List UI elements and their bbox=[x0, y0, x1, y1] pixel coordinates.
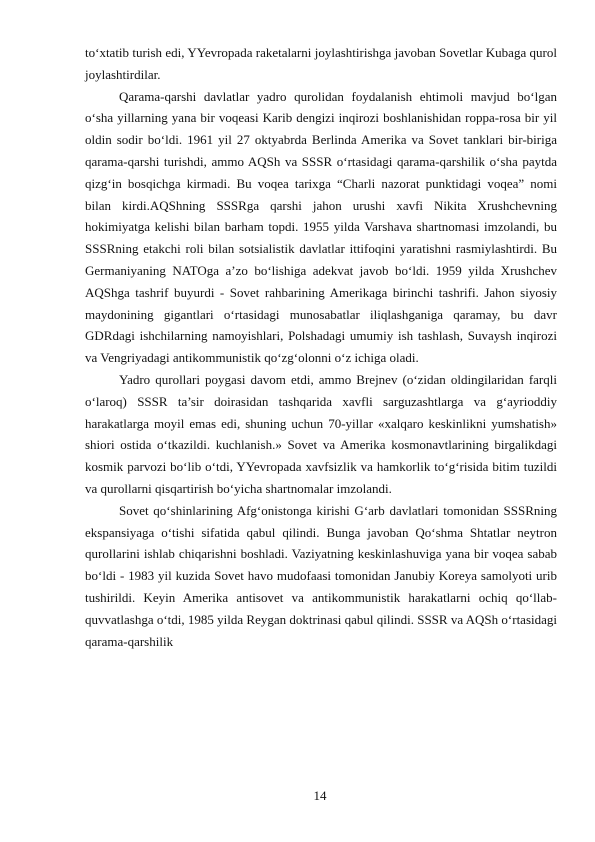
page-body bbox=[85, 42, 557, 652]
paragraph: Sovet qo‘shinlarining Afg‘onistonga kirishi G‘arb davlatlari tomonidan SSSRning ekspansiyaga o‘tishi sifatida qabul qilindi. Bunga javoban Qo‘shma Shtatlar neytron qurollarini ishlab chiqarishni boshladi. Vaziyatning keskinlashuviga yana bir voqea sabab bo‘ldi - 1983 yil kuzida Sovet havo mudofaasi tomonidan Janubiy Koreya samolyoti urib tushirildi. Keyin Amerika antisovet va antikommunistik harakatlarni ochiq qo‘llab-quvvatlashga o‘tdi, 1985 yilda Reygan doktrinasi qabul qilindi. SSSR va AQSh o‘rtasidagi qarama-qarshilik bbox=[85, 502, 557, 649]
paragraph: Qarama-qarshi davlatlar yadro qurolidan foydalanish ehtimoli mavjud bo‘lgan o‘sha yillarning yana bir voqeasi Karib dengizi inqirozi boshlanishidan roppa-rosa bir yil oldin sodir bo‘ldi. 1961 yil 27 oktyabrda Berlinda Amerika va Sovet tanklari bir-biriga qarama-qarshi turishdi, ammo AQSh va SSSR o‘rtasidagi qarama-qarshilik o‘sha paytda qizg‘in bosqichga kirmadi. Bu voqea tarixga “Charli nazorat punktidagi voqea” nomi bilan kirdi.AQShning SSSRga qarshi jahon urushi xavfi Nikita Xrushchevning hokimiyatga kelishi bilan barham topdi. 1955 yilda Varshava shartnomasi imzolandi, bu SSSRning etakchi roli bilan sotsialistik davlatlar ittifoqini yaratishni rasmiylashtirdi. Bu Germaniyaning NATOga a’zo bo‘lishiga adekvat javob bo‘ldi. 1959 yilda Xrushchev AQShga tashrif buyurdi - Sovet rahbarining Amerikaga birinchi tashrifi. Jahon siyosiy maydonining gigantlari o‘rtasidagi munosabatlar iliqlashganiga qaramay, bu davr GDRdagi ishchilarning namoyishlari, Polshadagi umumiy ish tashlash, Suvaysh inqirozi va Vengriyadagi antikommunistik qo‘zg‘olonni o‘z ichiga oladi. bbox=[85, 88, 557, 366]
paragraph: Yadro qurollari poygasi davom etdi, ammo Brejnev (o‘zidan oldingilaridan farqli o‘laroq) SSSR ta’sir doirasidan tashqarida xavfli sarguzashtlarga va g‘ayrioddiy harakatlarga moyil emas edi, shuning uchun 70-yillar «xalqaro keskinlikni yumshatish» shiori ostida o‘tkazildi. kuchlanish.» Sovet va Amerika kosmonavtlarining birgalikdagi kosmik parvozi bo‘lib o‘tdi, YYevropada xavfsizlik va hamkorlik to‘g‘risida bitim tuzildi va qurollarni qisqartirish bo‘yicha shartnomalar imzolandi. bbox=[85, 371, 557, 496]
paragraph-continuation: to‘xtatib turish edi, YYevropada raketalarni joylashtirishga javoban Sovetlar Kubaga qurol joylashtirdilar. bbox=[85, 45, 557, 82]
page-number: 14 bbox=[313, 788, 327, 803]
